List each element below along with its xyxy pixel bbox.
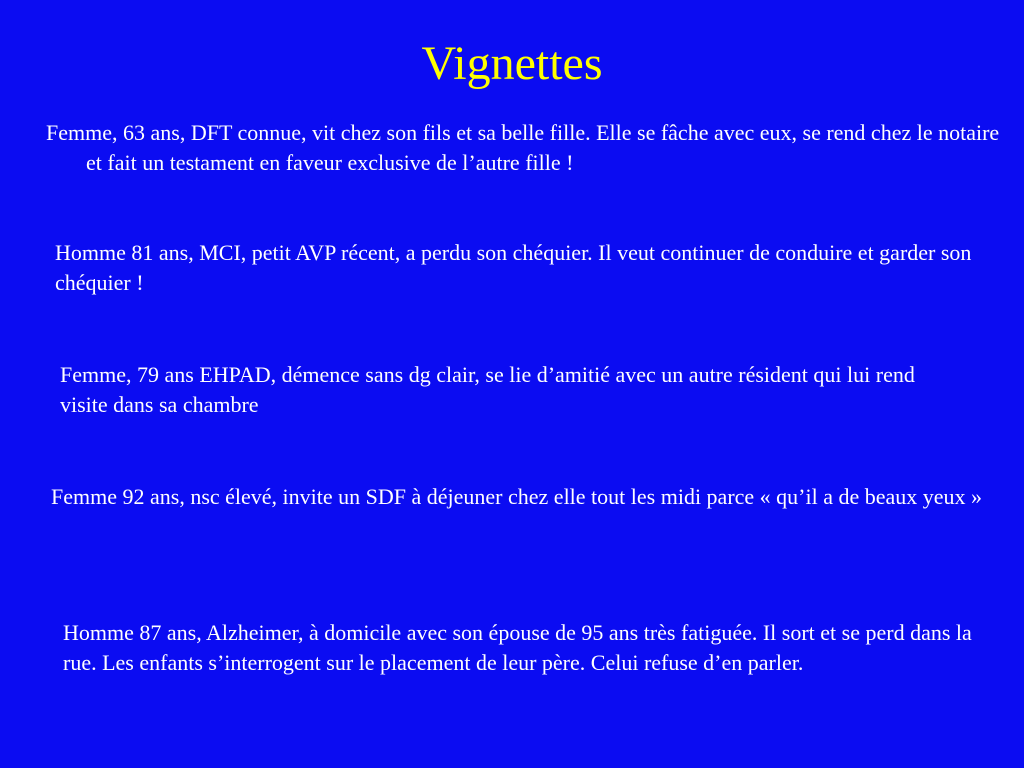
vignette-3: Femme, 79 ans EHPAD, démence sans dg clair, se lie d’amitié avec un autre résident qui lui rend visite dans sa chambre bbox=[60, 362, 915, 417]
slide-title: Vignettes bbox=[421, 37, 603, 90]
vignette-1: Femme, 63 ans, DFT connue, vit chez son fils et sa belle fille. Elle se fâche avec eux, se rend chez le notaire et fait un testament en faveur exclusive de l’autre fille ! bbox=[46, 120, 1000, 175]
vignette-2: Homme 81 ans, MCI, petit AVP récent, a perdu son chéquier. Il veut continuer de conduire et garder son chéquier ! bbox=[55, 240, 972, 295]
vignette-4: Femme 92 ans, nsc élevé, invite un SDF à déjeuner chez elle tout les midi parce « qu’il a de beaux yeux » bbox=[51, 484, 983, 509]
vignette-5: Homme 87 ans, Alzheimer, à domicile avec son épouse de 95 ans très fatiguée. Il sort et se perd dans la rue. Les enfants s’interrogent sur le placement de leur père. Celui refuse d’en parler. bbox=[63, 620, 972, 675]
